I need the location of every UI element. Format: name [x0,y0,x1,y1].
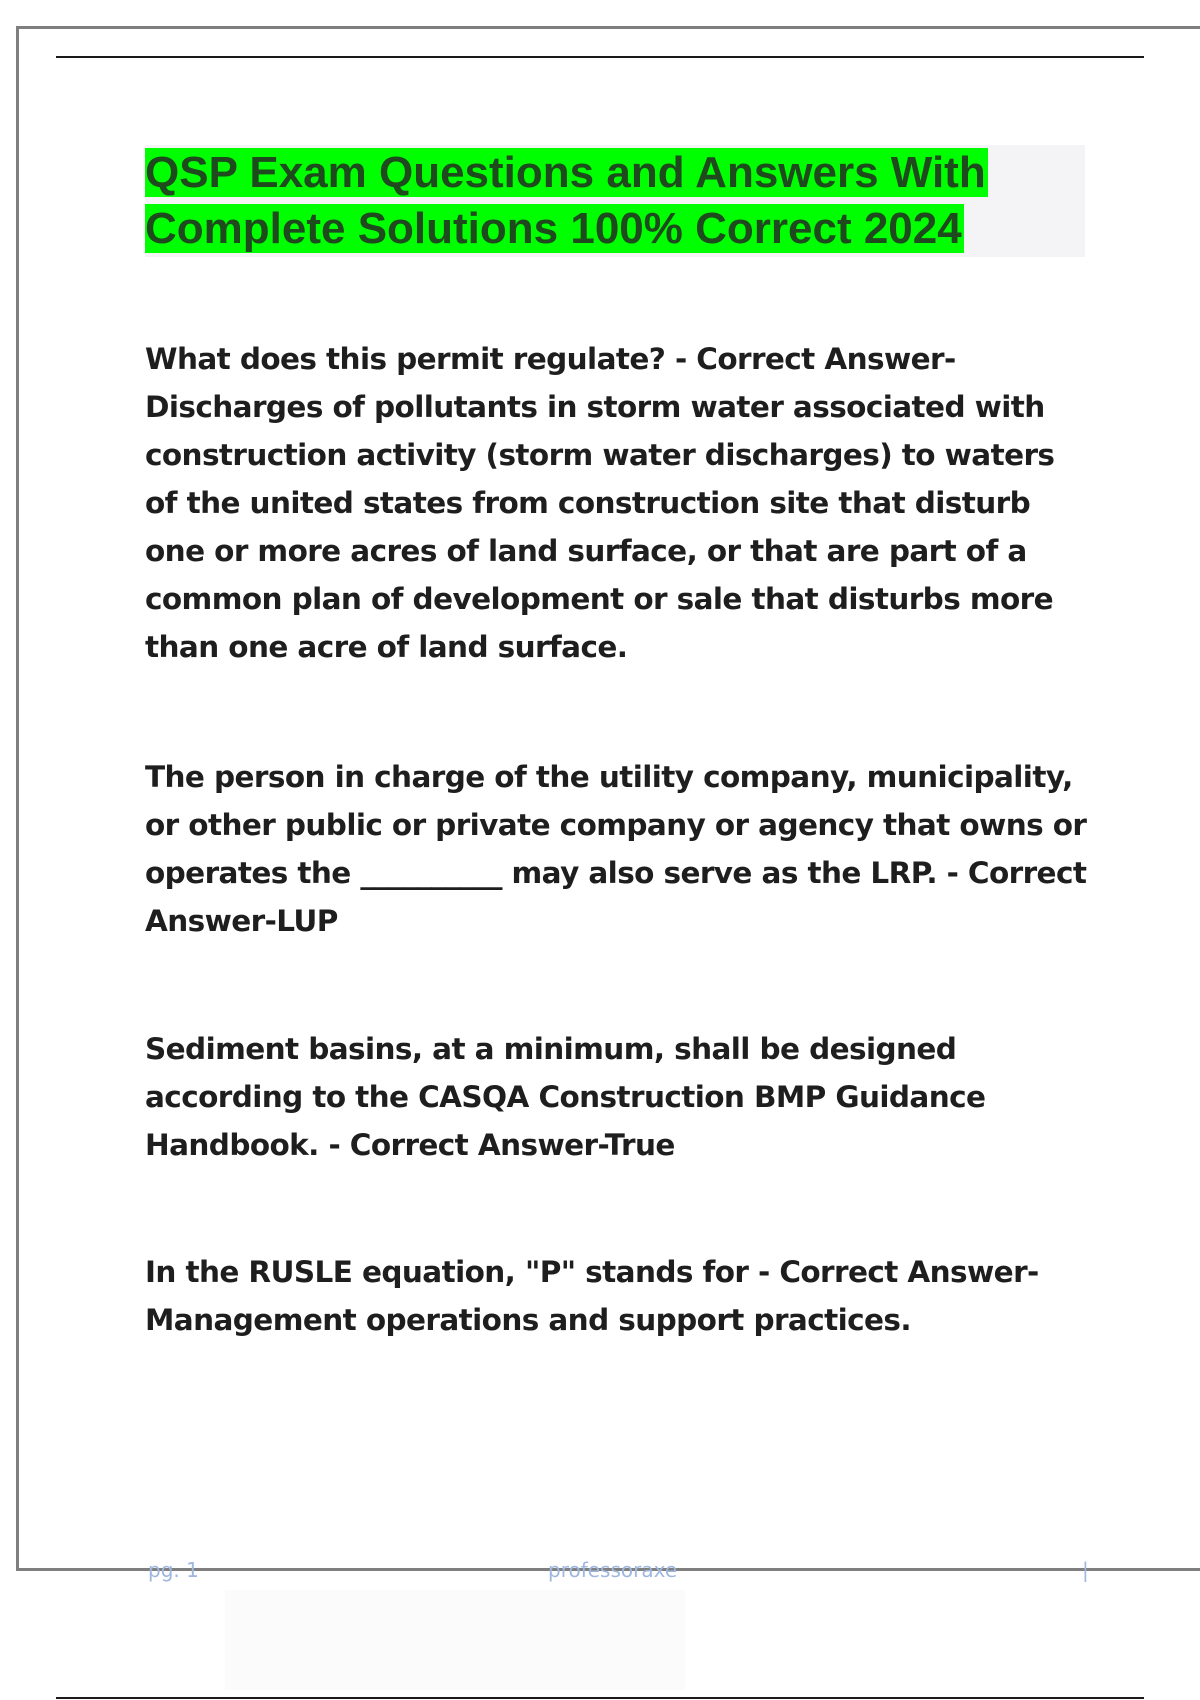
footer-shade [225,1590,685,1690]
qa-item: What does this permit regulate? - Correct Answer-Discharges of pollutants in storm water associated with construction activity (storm water discharges) to waters of the united states from construction site that disturb one or more acres of land surface, or that are part of a common plan of development or sale that disturbs more than one acre of land surface. [145,342,1055,664]
footer-separator: | [1082,1558,1089,1582]
top-rule [56,56,1144,58]
bottom-rule [56,1697,1144,1699]
document-title-highlight: QSP Exam Questions and Answers With Complete Solutions 100% Correct 2024 [145,148,986,253]
page-number: pg. 1 [148,1558,199,1582]
qa-item: The person in charge of the utility company, municipality, or other public or private company or agency that owns or operates the __________ may also serve as the LRP. - Correct Answer-LUP [145,760,1087,938]
document-title [145,145,1085,257]
page-footer [0,1558,1200,1588]
title-block [145,145,1085,257]
qa-item: Sediment basins, at a minimum, shall be designed according to the CASQA Construction BMP Guidance Handbook. - Correct Answer-True [145,1032,986,1162]
footer-brand: professoraxe [548,1558,678,1582]
qa-item: In the RUSLE equation, "P" stands for - Correct Answer-Management operations and support practices. [145,1255,1039,1337]
